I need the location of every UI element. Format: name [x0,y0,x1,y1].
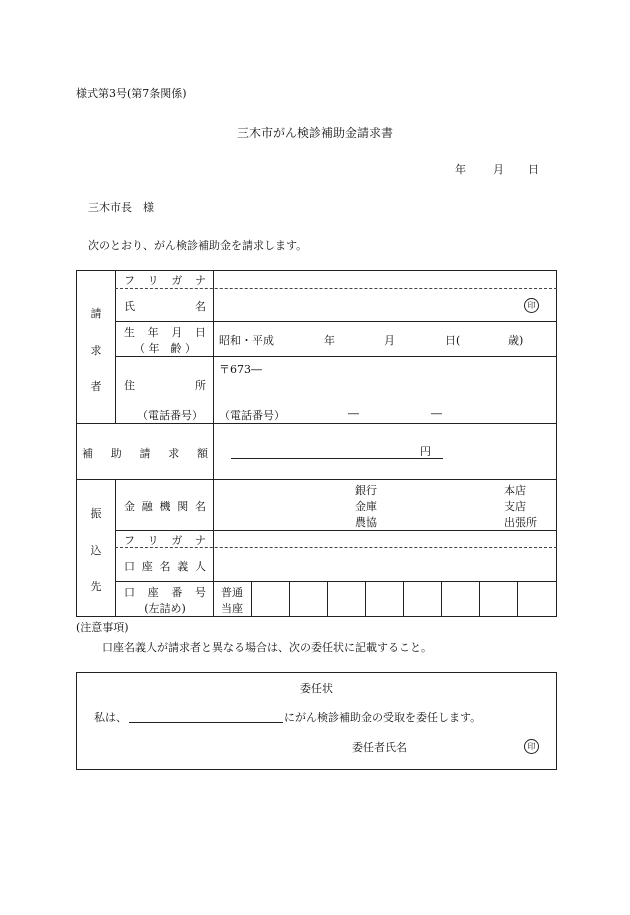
claimant-furigana-label: フ リ ガ ナ [124,274,206,287]
date-year-label: 年 [455,163,466,176]
claimant-name-field[interactable] [214,289,514,320]
bank-label: 金 融 機 関 名 [124,500,206,513]
bank-type-option[interactable]: 金庫 [355,500,377,513]
postal-code[interactable]: 〒673― [219,363,262,376]
bank-type-option[interactable]: 農協 [355,516,377,529]
amount-label: 補 助 請 求 額 [82,447,208,460]
divider [115,270,116,423]
bank-type-option[interactable]: 銀行 [355,484,377,497]
transfer-section-char: 先 [90,580,102,593]
birth-month-label: 月 [384,334,395,347]
date-day-label: 日 [528,163,539,176]
proxy-text-after: にがん検診補助金の受取を委任します。 [284,711,482,724]
account-digit-box[interactable] [480,582,517,616]
account-digit-box[interactable] [366,582,403,616]
branch-type-option[interactable]: 本店 [504,484,526,497]
divider [76,479,557,480]
notes-heading: (注意事項) [76,621,129,634]
age-unit-label: 歳) [508,334,524,347]
phone-dash: ― [348,407,359,420]
birth-day-label: 日( [445,334,461,347]
divider [115,530,557,531]
claimant-section-char: 求 [90,344,102,357]
birth-label: 生 年 月 日 [124,326,206,339]
yen-unit: 円 [420,445,431,458]
seal-icon: 印 [524,298,539,313]
phone-label: （電話番号） [137,409,203,422]
proxy-text-before: 私は、 [94,711,127,724]
phone-dash: ― [431,407,442,420]
date-month-label: 月 [493,163,504,176]
account-holder-label: 口 座 名 義 人 [124,560,206,573]
age-label: （ 年 齢 ） [134,342,196,355]
transfer-section-char: 込 [90,544,102,557]
amount-field[interactable] [231,443,421,457]
proxy-name-underline [129,722,283,723]
account-digit-box[interactable] [442,582,479,616]
form-title: 三木市がん検診補助金請求書 [236,126,393,140]
notes-text: 口座名義人が請求者と異なる場合は、次の委任状に記載すること。 [102,641,432,654]
name-label: 氏 名 [124,300,206,313]
left-align-note: (左詰め) [144,602,186,615]
account-digit-box[interactable] [328,582,365,616]
divider [115,356,557,357]
account-digit-box[interactable] [290,582,327,616]
account-digit-box[interactable] [404,582,441,616]
account-number-label: 口 座 番 号 [124,586,206,599]
form-number: 様式第3号(第7条関係) [76,87,187,100]
address-label: 住 所 [124,379,206,392]
account-digit-box[interactable] [518,582,556,616]
account-type-option[interactable]: 普通 [221,586,243,599]
seal-icon: 印 [524,739,539,754]
divider [76,423,557,424]
era-options[interactable]: 昭和・平成 [219,334,274,347]
signer-label: 委任者氏名 [352,741,407,754]
intro-text: 次のとおり、がん検診補助金を請求します。 [88,239,308,252]
holder-furigana-label: フ リ ガ ナ [124,534,206,547]
branch-type-option[interactable]: 支店 [504,500,526,513]
birth-year-label: 年 [324,334,335,347]
proxy-title: 委任状 [300,682,333,695]
proxy-name-field[interactable] [129,707,283,721]
divider [115,479,116,617]
account-holder-field[interactable] [214,548,556,580]
claimant-section-char: 請 [90,307,102,320]
account-type-option[interactable]: 当座 [221,602,243,615]
transfer-section-char: 振 [90,507,102,520]
divider [115,321,557,322]
branch-type-option[interactable]: 出張所 [504,516,537,529]
account-digit-box[interactable] [252,582,289,616]
addressee: 三木市長 様 [88,201,154,214]
phone-field-label: （電話番号） [219,409,285,422]
claimant-section-char: 者 [90,380,102,393]
amount-underline [231,458,443,459]
